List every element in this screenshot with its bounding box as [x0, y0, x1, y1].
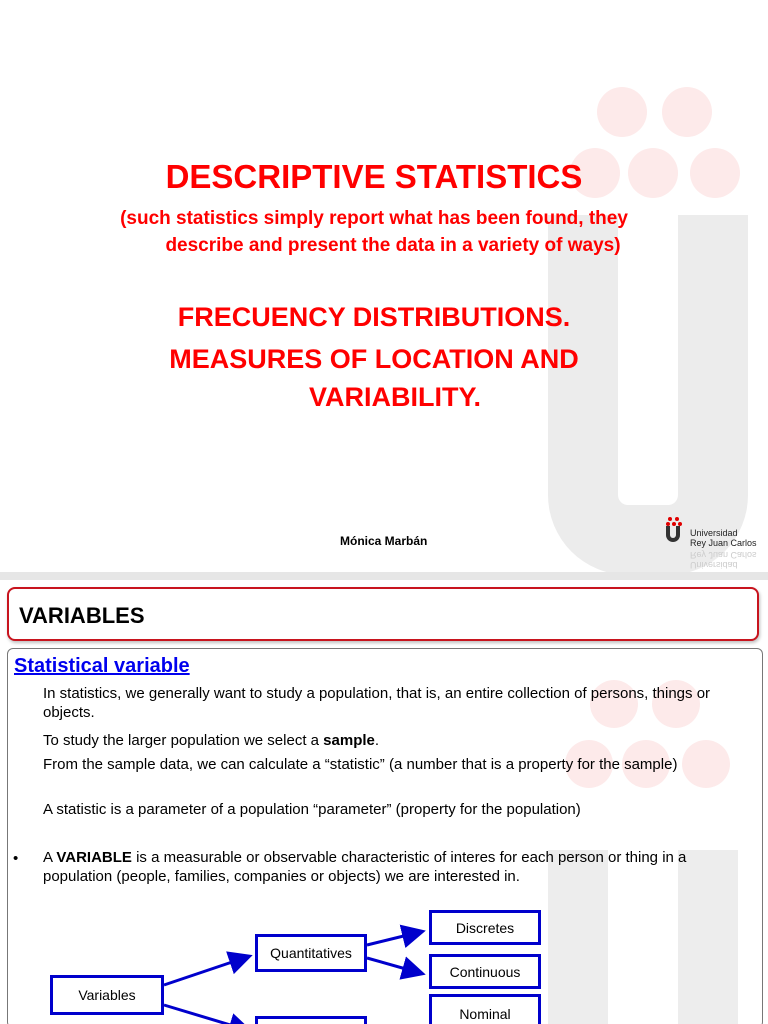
sample-bold: sample	[323, 732, 375, 749]
logo-text	[690, 528, 757, 548]
sample-prefix: To study the larger population we select a	[43, 732, 324, 749]
arrow-quantitatives-discretes	[367, 932, 420, 945]
author-name: Mónica Marbán	[340, 534, 428, 548]
diagram-node-qualitatives	[255, 1016, 367, 1024]
arrow-variables-quantitatives	[164, 957, 247, 985]
diagram-node-continuous: Continuous	[429, 954, 541, 989]
arrow-quantitatives-continuous	[367, 958, 420, 973]
logo-reflection-line-2: Rey Juan Carlos	[690, 550, 757, 560]
slide-title: DESCRIPTIVE STATISTICS	[165, 158, 583, 195]
heading-measures	[0, 340, 748, 416]
slide-header-title: VARIABLES	[19, 603, 145, 628]
subtitle-line-1: (such statistics simply report what has been found, they	[120, 208, 628, 229]
diagram-node-quantitatives: Quantitatives	[255, 934, 367, 972]
diagram-node-nominal: Nominal	[429, 994, 541, 1024]
paragraph-population: In statistics, we generally want to study a population, that is, an entire collection of persons, things or objects.	[43, 685, 711, 721]
paragraph-parameter: A statistic is a parameter of a population “parameter” (property for the population)	[43, 801, 581, 818]
logo-line-2: Rey Juan Carlos	[690, 538, 757, 548]
page-separator	[0, 572, 768, 580]
section-title-link[interactable]: Statistical variable	[14, 655, 190, 677]
diagram-arrows	[0, 580, 768, 1024]
heading-frequency: FRECUENCY DISTRIBUTIONS.	[177, 302, 571, 332]
variable-bold: VARIABLE	[56, 849, 132, 866]
arrow-variables-qualitatives	[164, 1005, 247, 1024]
sample-suffix: .	[374, 732, 380, 749]
variable-prefix: A	[43, 849, 57, 866]
heading-measures-line-2: VARIABILITY.	[308, 382, 481, 412]
logo-line-1: Universidad	[690, 528, 738, 538]
bullet-icon: •	[13, 850, 19, 867]
heading-measures-line-1: MEASURES OF LOCATION AND	[169, 344, 579, 374]
subtitle-line-2: describe and present the data in a variety of ways)	[165, 235, 621, 256]
slide-subtitle	[0, 205, 748, 259]
diagram-node-variables: Variables	[50, 975, 164, 1015]
logo-reflection	[690, 550, 757, 570]
diagram-node-discretes: Discretes	[429, 910, 541, 945]
logo-u-icon	[666, 526, 680, 542]
logo-reflection-line-1: Universidad	[690, 560, 738, 570]
paragraph-statistic: From the sample data, we can calculate a “statistic” (a number that is a property for the sample)	[43, 756, 678, 773]
variable-suffix: is a measurable or observable characteristic of interes for each person or thing in a population (people, families, companies or objects) we are interested in.	[43, 849, 687, 885]
variables-slide	[0, 580, 768, 1024]
university-logo	[666, 515, 766, 570]
